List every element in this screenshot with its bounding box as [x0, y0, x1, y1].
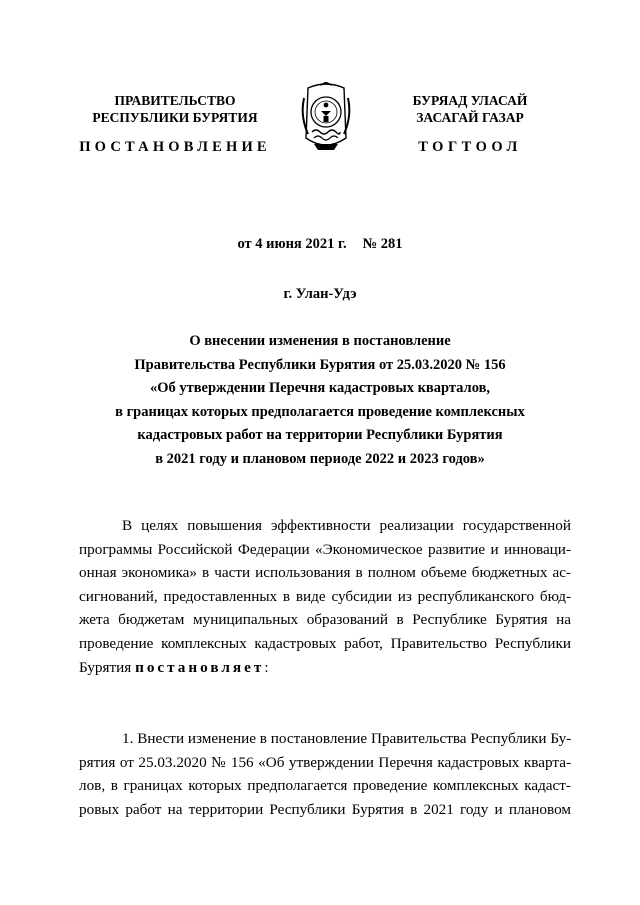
coat-of-arms-icon: [296, 78, 356, 154]
resolves-word: постановляет: [135, 658, 265, 676]
resolves-suffix: :: [264, 658, 269, 676]
paragraph-line: лов, в границах которых предполагается проведение комплексных кадаст-: [79, 777, 571, 795]
paragraph-line: программы Российской Федерации «Экономическое развитие и инноваци-: [79, 540, 571, 558]
paragraph-line: 1. Внести изменение в постановление Правительства Республики Бу-: [122, 730, 572, 747]
paragraph-line: сигнований, предоставленных в виде субсидии из республиканского бюд-: [79, 587, 571, 605]
document-city: г. Улан-Удэ: [283, 286, 357, 302]
title-line: в 2021 году и плановом периоде 2022 и 2023 годов»: [155, 450, 485, 467]
document-title: [60, 330, 580, 471]
issuer-ru: [70, 92, 280, 126]
issuer-bua-line2: ЗАСАГАЙ ГАЗАР: [416, 110, 524, 125]
paragraph-line: жета бюджетам муниципальных образований в Республике Бурятия на: [79, 611, 571, 629]
paragraph-line: проведение комплексных кадастровых работ, Правительство Республики: [79, 634, 571, 652]
preamble-paragraph: [79, 514, 571, 679]
issuer-ru-line1: ПРАВИТЕЛЬСТВО: [114, 93, 236, 108]
doc-type-ru: ПОСТАНОВЛЕНИЕ: [79, 139, 271, 155]
title-line: «Об утверждении Перечня кадастровых кварталов,: [149, 380, 491, 396]
paragraph-line: рятия от 25.03.2020 № 156 «Об утверждении Перечня кадастровых кварта-: [79, 753, 571, 771]
paragraph-line: В целях повышения эффективности реализации государственной: [122, 517, 571, 534]
title-line: О внесении изменения в постановление: [189, 333, 451, 349]
title-line: Правительства Республики Бурятия от 25.03.2020 № 156: [134, 356, 506, 373]
date-number-line: [0, 236, 640, 253]
document-number: № 281: [362, 236, 403, 252]
issuer-bua: [380, 92, 560, 126]
paragraph-line: онная экономика» в части использования в полном объеме бюджетных ас-: [79, 564, 571, 582]
resolves-prefix: Бурятия: [79, 658, 132, 676]
issuer-ru-line2: РЕСПУБЛИКИ БУРЯТИЯ: [92, 110, 258, 125]
title-line: кадастровых работ на территории Республики Бурятия: [137, 427, 503, 443]
doc-type-bua: ТОГТООЛ: [418, 139, 522, 155]
title-line: в границах которых предполагается проведение комплексных: [115, 403, 525, 420]
paragraph-line: ровых работ на территории Республики Бурятия в 2021 году и плановом: [79, 800, 571, 818]
paragraph-line: [79, 656, 571, 680]
issuer-bua-line1: БУРЯАД УЛАСАЙ: [412, 93, 528, 108]
item-1-paragraph: [79, 727, 571, 821]
document-date: от 4 июня 2021 г.: [237, 236, 347, 252]
